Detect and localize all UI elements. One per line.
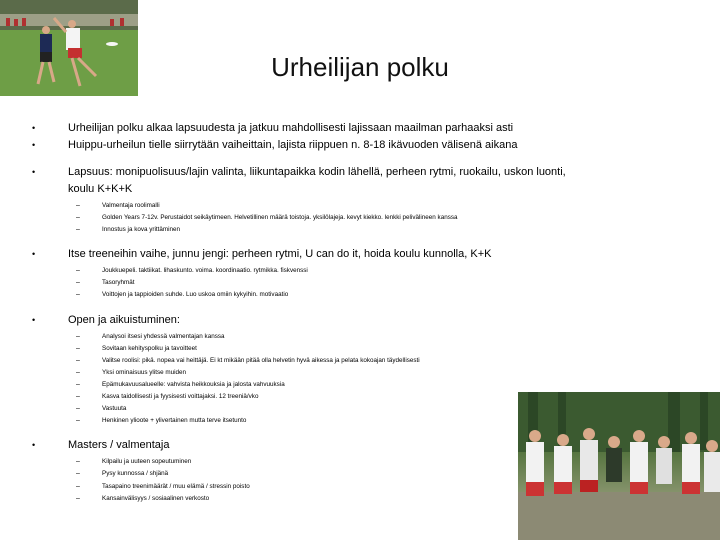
dash-marker: – (76, 279, 80, 287)
sub-item-text: Kansainvälisyys / sosiaalinen verkosto (102, 494, 210, 502)
bullet-text: Huippu-urheilun tielle siirrytään vaiheittain, lajista riippuen n. 8-18 ikävuoden välisenä aikana (68, 139, 518, 151)
bullet-marker: • (32, 140, 36, 150)
sub-item (30, 331, 590, 343)
sub-item-text: Tasoryhmät (102, 279, 135, 287)
ultimate-players-photo (0, 0, 138, 96)
sub-item (30, 355, 590, 367)
sub-item-text: Yksi ominaisuus ylitse muiden (102, 368, 186, 376)
dash-marker: – (76, 494, 80, 502)
sub-item (30, 265, 590, 277)
dash-marker: – (76, 482, 80, 490)
bullet-text: Lapsuus: monipuolisuus/lajin valinta, liikuntapaikka kodin lähellä, perheen rytmi, ruokailu, uskon luonti, koulu K+K+K (68, 166, 566, 195)
sub-item-text: Valitse roolisi: pikä. nopea vai heittäjä. Ei kt mikään pitää olla helvetin hyvä aikessa ja pelata kokoajan täydellisesti (102, 356, 420, 364)
bullet-text: Urheilijan polku alkaa lapsuudesta ja jatkuu mahdollisesti lajissaan maailman parhaaksi asti (68, 122, 514, 134)
dash-marker: – (76, 380, 80, 388)
sub-item (30, 200, 590, 212)
sub-item-text: Vastuuta (102, 405, 127, 413)
bullet-marker: • (32, 167, 36, 177)
bullet-marker: • (32, 249, 36, 260)
sub-item-text: Tasapaino treenimäärät / muu elämä / stressin poisto (102, 482, 250, 490)
dash-marker: – (76, 332, 80, 340)
bullet-item (30, 137, 590, 154)
sub-item (30, 456, 590, 468)
dash-marker: – (76, 202, 80, 209)
sub-item (30, 379, 590, 391)
sub-item (30, 391, 590, 403)
sub-item-text: Analysoi itsesi yhdessä valmentajan kanssa (102, 332, 225, 340)
sub-item (30, 367, 590, 379)
bullet-group-open (30, 312, 590, 428)
sub-item-text: Epämukavuusalueelle: vahvista heikkouksia ja jalosta vahvuuksia (102, 380, 285, 388)
sub-item-text: Kilpailu ja uuteen sopeutuminen (102, 458, 192, 466)
sub-item-text: Voittojen ja tappioiden suhde. Luo uskoa omiin kykyihin. motivaatio (102, 291, 289, 299)
sub-item (30, 212, 590, 224)
bullet-group-intro (30, 120, 590, 154)
sub-item (30, 415, 590, 427)
sub-item-text: Sovitaan kehityspolku ja tavoitteet (102, 344, 197, 352)
sub-item-text: Valmentaja roolimalli (102, 202, 160, 209)
bullet-text: Itse treeneihin vaihe, junnu jengi: perheen rytmi, U can do it, hoida koulu kunnolla, K+K (68, 248, 492, 261)
dash-marker: – (76, 356, 80, 364)
sub-item-text: Pysy kunnossa / shjänä (102, 470, 169, 478)
bullet-group-junior (30, 246, 590, 301)
sub-item (30, 289, 590, 301)
bullet-marker: • (32, 123, 36, 133)
sub-item (30, 343, 590, 355)
bullet-item (30, 120, 590, 137)
dash-marker: – (76, 417, 80, 425)
slide-title: Urheilijan polku (271, 52, 449, 82)
dash-marker: – (76, 470, 80, 478)
dash-marker: – (76, 344, 80, 352)
sub-item (30, 224, 590, 236)
bullet-item (30, 246, 590, 263)
dash-marker: – (76, 267, 80, 275)
sub-list (30, 265, 590, 301)
sub-item (30, 481, 590, 493)
bullet-content (30, 120, 590, 515)
sub-item-text: Innostus ja kova yrittäminen (102, 226, 181, 234)
bullet-item (30, 312, 590, 329)
dash-marker: – (76, 368, 80, 376)
bullet-item (30, 437, 590, 454)
sub-item (30, 468, 590, 480)
dash-marker: – (76, 393, 80, 401)
ultimate-players-illustration (0, 0, 138, 96)
bullet-group-masters (30, 437, 590, 504)
sub-item-text: Henkinen ylioote + ylivertainen mutta terve itsetunto (102, 417, 247, 425)
dash-marker: – (76, 458, 80, 466)
bullet-text: Open ja aikuistuminen: (68, 313, 180, 326)
sub-item-text: Kasva taidollisesti ja fyysisesti voittajaksi. 12 treeniä/vko (102, 393, 259, 401)
sub-item-text: Golden Years 7-12v. Perustaidot seikäytimeen. Helvetillinen määrä toistoja. yksilölajeja. kevyt kiekko. lenkki pelivälineen kanssa (102, 214, 458, 222)
sub-item (30, 277, 590, 289)
dash-marker: – (76, 405, 80, 413)
dash-marker: – (76, 214, 80, 222)
bullet-marker: • (32, 440, 36, 451)
sub-list (30, 200, 590, 236)
sub-list (30, 456, 590, 504)
bullet-group-childhood (30, 164, 590, 236)
bullet-text: Masters / valmentaja (68, 439, 170, 452)
bullet-item (30, 164, 590, 198)
dash-marker: – (76, 226, 80, 234)
sub-item-text: Joukkuepeli. taktiikat. lihaskunto. voima. koordinaatio. rytmikka. fiskvenssi (102, 267, 308, 275)
dash-marker: – (76, 291, 80, 299)
sub-item (30, 403, 590, 415)
bullet-marker: • (32, 314, 36, 325)
sub-list (30, 331, 590, 428)
sub-item (30, 493, 590, 505)
